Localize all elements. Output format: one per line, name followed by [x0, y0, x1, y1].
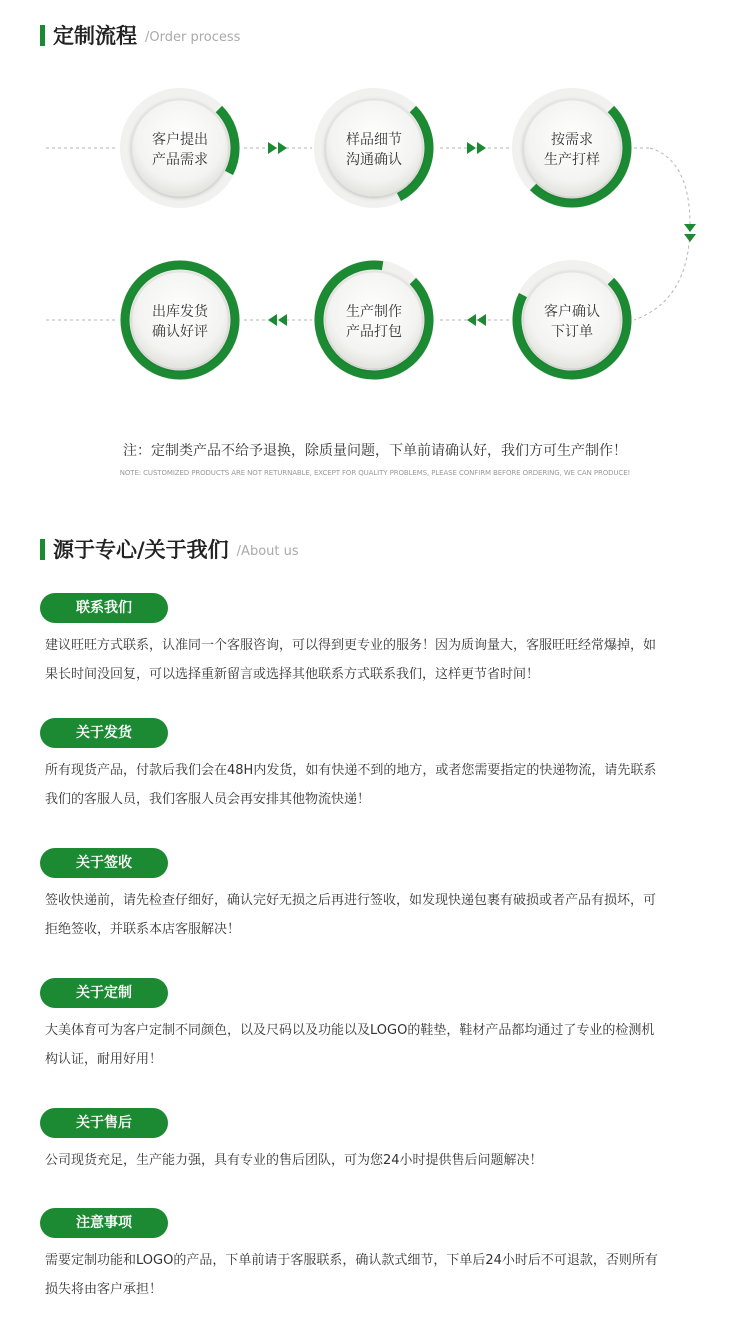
section-accent-bar [40, 539, 45, 560]
process-step-5 [314, 260, 434, 380]
section-subtitle: /Order process [145, 29, 241, 45]
arrow-left-icon [268, 314, 287, 326]
step-label-line2: 产品打包 [346, 324, 402, 340]
info-line: 拒绝签收，并联系本店客服解决！ [45, 922, 241, 937]
step-label-line2: 确认好评 [152, 324, 208, 340]
step-label-line1: 客户提出 [152, 132, 208, 148]
info-line: 损失将由客户承担！ [45, 1282, 163, 1297]
step-label-line1: 样品细节 [346, 132, 402, 148]
info-line: 大美体育可为客户定制不同颜色，以及尺码以及功能以及LOGO的鞋垫，鞋材产品都均通过了专业的检测机 [45, 1023, 655, 1038]
label-pill: 联系我们 [40, 593, 168, 623]
info-paragraph [45, 1146, 708, 1175]
about-us-header [40, 534, 299, 564]
info-line: 所有现货产品，付款后我们会在48H内发货，如有快递不到的地方，或者您需要指定的快递物流，请先联系 [45, 763, 657, 778]
process-note-english: NOTE: CUSTOMIZED PRODUCTS ARE NOT RETURNABLE, EXCEPT FOR QUALITY PROBLEMS, PLEASE CONFIRM BEFORE ORDERING, WE CAN PRODUCE! [119, 469, 631, 477]
info-block-contact [40, 593, 708, 689]
info-block-notes [40, 1208, 708, 1304]
label-pill: 关于定制 [40, 978, 168, 1008]
step-inner-disc [326, 272, 422, 368]
info-paragraph [45, 1246, 708, 1304]
step-label-line2: 产品需求 [152, 152, 208, 168]
connector-curve [634, 148, 690, 320]
process-step-4 [512, 260, 632, 380]
label-pill: 关于售后 [40, 1108, 168, 1138]
process-note: 注：定制类产品不给予退换，除质量问题，下单前请确认好，我们方可生产制作！ [123, 443, 627, 459]
info-block-receipt [40, 848, 708, 944]
arrow-right-icon [268, 142, 287, 154]
info-block-customization [40, 978, 708, 1074]
info-line: 构认证，耐用好用！ [45, 1052, 163, 1067]
arrow-down-icon [684, 224, 696, 242]
order-process-diagram [0, 0, 750, 420]
step-label-line1: 出库发货 [152, 304, 208, 320]
info-line: 签收快递前，请先检查仔细好，确认完好无损之后再进行签收，如发现快递包裹有破损或者产品有损坏，可 [45, 893, 657, 908]
step-inner-disc [326, 100, 422, 196]
info-paragraph [45, 1016, 708, 1074]
process-step-1 [120, 88, 240, 208]
info-line: 我们的客服人员，我们客服人员会再安排其他物流快递！ [45, 792, 371, 807]
section-title: 定制流程 [53, 24, 137, 48]
info-block-after-sales [40, 1108, 708, 1175]
process-step-6 [120, 260, 240, 380]
step-label-line2: 生产打样 [544, 152, 600, 168]
info-line: 公司现货充足，生产能力强，具有专业的售后团队，可为您24小时提供售后问题解决！ [45, 1153, 543, 1168]
info-line: 需要定制功能和LOGO的产品，下单前请于客服联系，确认款式细节，下单后24小时后不可退款，否则所有 [45, 1253, 658, 1268]
step-inner-disc [132, 100, 228, 196]
step-label-line2: 下订单 [551, 324, 593, 340]
info-paragraph [45, 756, 708, 814]
info-paragraph [45, 631, 708, 689]
section-title: 源于专心/关于我们 [53, 538, 229, 562]
step-label-line1: 生产制作 [346, 304, 402, 320]
section-subtitle: /About us [236, 543, 299, 559]
step-label-line2: 沟通确认 [346, 152, 402, 168]
step-inner-disc [132, 272, 228, 368]
step-label-line1: 客户确认 [544, 304, 600, 320]
process-step-3 [512, 88, 632, 208]
info-paragraph [45, 886, 708, 944]
label-pill: 关于签收 [40, 848, 168, 878]
info-line: 果长时间没回复，可以选择重新留言或选择其他联系方式联系我们，这样更节省时间！ [45, 667, 540, 682]
info-block-shipping [40, 718, 708, 814]
label-pill: 注意事项 [40, 1208, 168, 1238]
step-inner-disc [524, 100, 620, 196]
step-label-line1: 按需求 [551, 132, 593, 148]
label-pill: 关于发货 [40, 718, 168, 748]
step-inner-disc [524, 272, 620, 368]
process-step-2 [314, 88, 434, 208]
info-line: 建议旺旺方式联系，认准同一个客服咨询，可以得到更专业的服务！因为质询量大，客服旺旺经常爆掉，如 [45, 638, 657, 653]
